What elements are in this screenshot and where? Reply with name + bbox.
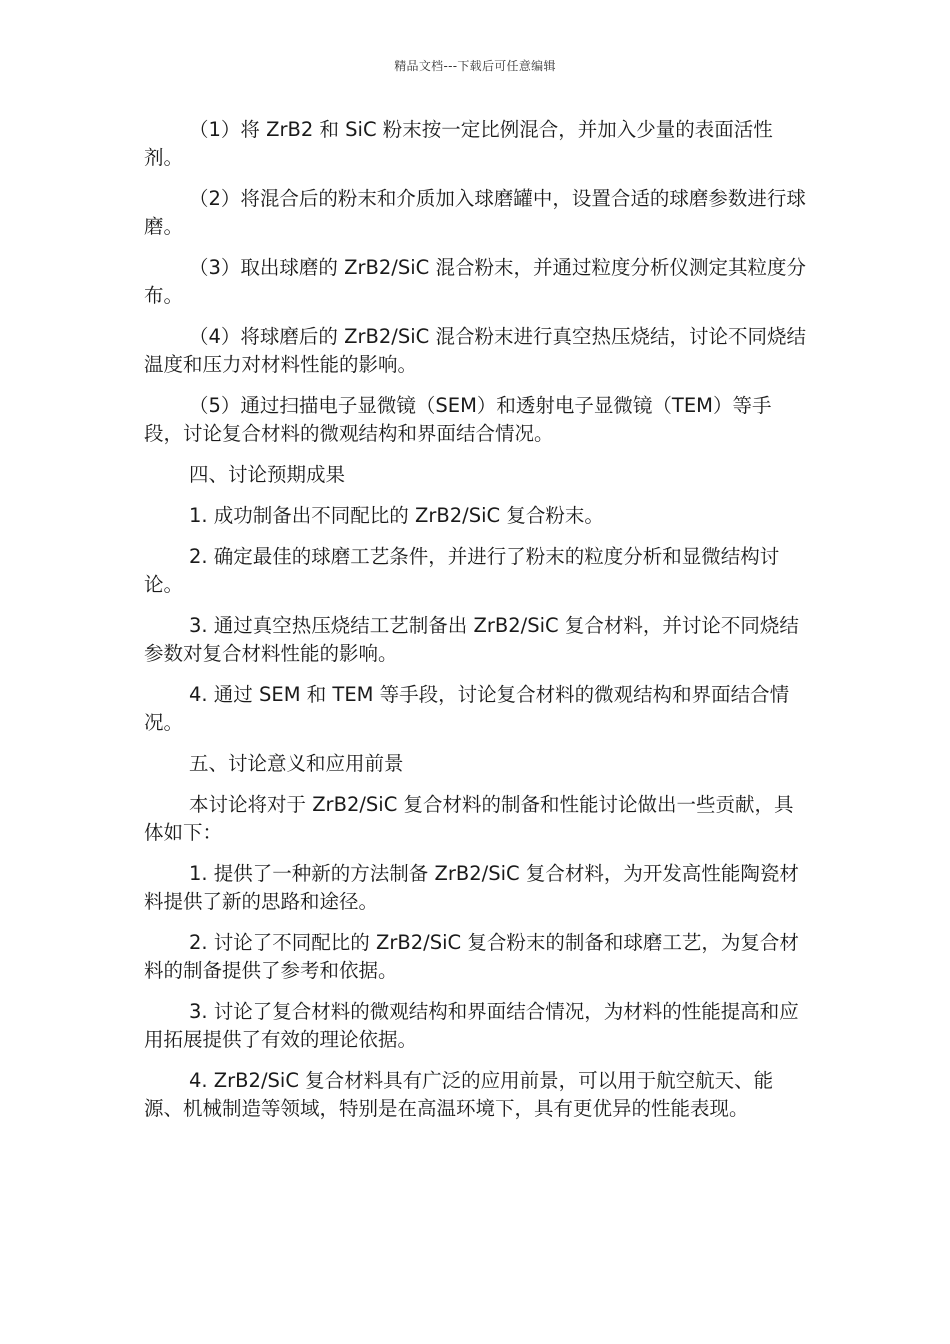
- section-heading-significance: 五、讨论意义和应用前景: [189, 752, 404, 775]
- document-body: [144, 116, 808, 1136]
- step-5-paragraph: （5）通过扫描电子显微镜（SEM）和透射电子显微镜（TEM）等手段，讨论复合材料的微观结构和界面结合情况。: [144, 394, 772, 445]
- result-4-paragraph: 4. 通过 SEM 和 TEM 等手段，讨论复合材料的微观结构和界面结合情况。: [144, 683, 790, 734]
- significance-intro-paragraph: 本讨论将对于 ZrB2/SiC 复合材料的制备和性能讨论做出一些贡献，具体如下：: [144, 793, 794, 844]
- step-4-paragraph: （4）将球磨后的 ZrB2/SiC 混合粉末进行真空热压烧结，讨论不同烧结温度和压力对材料性能的影响。: [144, 325, 806, 376]
- significance-4-paragraph: 4. ZrB2/SiC 复合材料具有广泛的应用前景，可以用于航空航天、能源、机械制造等领域，特别是在高温环境下，具有更优异的性能表现。: [144, 1069, 774, 1120]
- step-3-paragraph: （3）取出球磨的 ZrB2/SiC 混合粉末，并通过粒度分析仪测定其粒度分布。: [144, 256, 806, 307]
- step-1-paragraph: （1）将 ZrB2 和 SiC 粉末按一定比例混合，并加入少量的表面活性剂。: [144, 118, 773, 169]
- section-heading-expected-results: 四、讨论预期成果: [189, 463, 346, 486]
- result-3-paragraph: 3. 通过真空热压烧结工艺制备出 ZrB2/SiC 复合材料，并讨论不同烧结参数对复合材料性能的影响。: [144, 614, 799, 665]
- result-2-paragraph: 2. 确定最佳的球磨工艺条件，并进行了粉末的粒度分析和显微结构讨论。: [144, 545, 780, 596]
- result-1-paragraph: 1. 成功制备出不同配比的 ZrB2/SiC 复合粉末。: [189, 504, 604, 527]
- significance-1-paragraph: 1. 提供了一种新的方法制备 ZrB2/SiC 复合材料，为开发高性能陶瓷材料提供了新的思路和途径。: [144, 862, 799, 913]
- significance-3-paragraph: 3. 讨论了复合材料的微观结构和界面结合情况，为材料的性能提高和应用拓展提供了有效的理论依据。: [144, 1000, 799, 1051]
- page-header: 精品文档---下载后可任意编辑: [394, 59, 556, 73]
- significance-2-paragraph: 2. 讨论了不同配比的 ZrB2/SiC 复合粉末的制备和球磨工艺，为复合材料的制备提供了参考和依据。: [144, 931, 799, 982]
- step-2-paragraph: （2）将混合后的粉末和介质加入球磨罐中，设置合适的球磨参数进行球磨。: [144, 187, 806, 238]
